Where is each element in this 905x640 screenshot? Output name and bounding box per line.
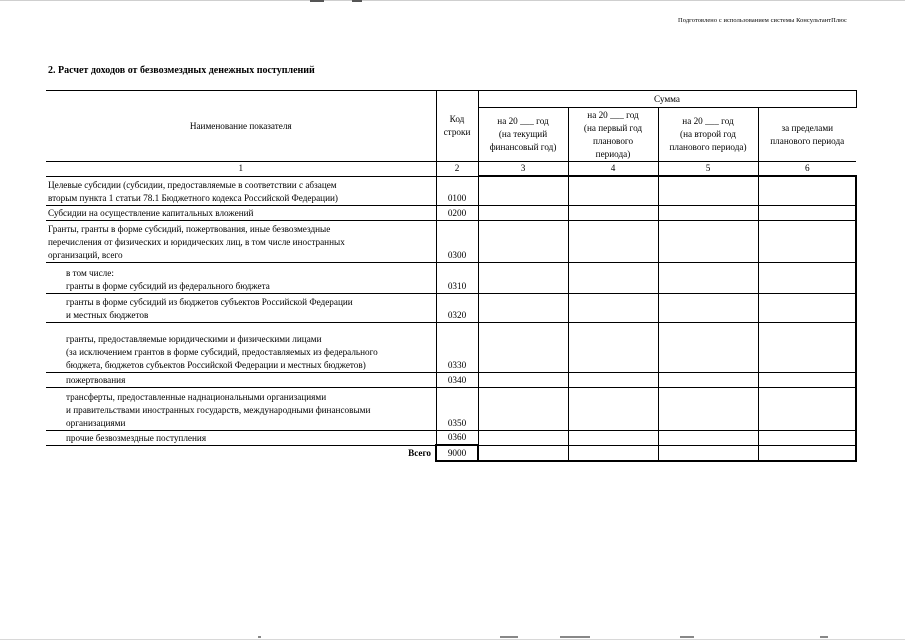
row-code: 0100 — [436, 176, 478, 205]
section-title: 2. Расчет доходов от безвозмездных денежных поступлений — [48, 65, 315, 76]
value-cell[interactable] — [658, 220, 758, 262]
table-row — [46, 322, 856, 372]
table-row — [46, 220, 856, 262]
value-cell[interactable] — [568, 176, 658, 205]
value-cell[interactable] — [478, 445, 568, 461]
total-label: Всего — [46, 445, 436, 461]
row-name: гранты в форме субсидий из бюджетов субъектов Российской Федерации и местных бюджетов — [46, 293, 436, 322]
header-col4: на 20 ___ год (на первый год планового периода) — [568, 108, 658, 162]
header-code: Код строки — [436, 91, 478, 162]
row-code: 0330 — [436, 322, 478, 372]
row-code: 0200 — [436, 205, 478, 220]
value-cell[interactable] — [478, 372, 568, 387]
source-note: Подготовлено с использованием системы КонсультантПлюс — [678, 17, 847, 24]
value-cell[interactable] — [758, 430, 856, 445]
header-sum: Сумма — [478, 91, 856, 108]
total-code: 9000 — [436, 445, 478, 461]
table-row — [46, 293, 856, 322]
row-name: в том числе: гранты в форме субсидий из федерального бюджета — [46, 262, 436, 293]
table-row — [46, 387, 856, 430]
table-row — [46, 372, 856, 387]
top-scan-border — [0, 0, 905, 1]
scan-speck — [310, 0, 324, 2]
value-cell[interactable] — [758, 205, 856, 220]
value-cell[interactable] — [758, 176, 856, 205]
value-cell[interactable] — [568, 205, 658, 220]
value-cell[interactable] — [568, 430, 658, 445]
value-cell[interactable] — [758, 293, 856, 322]
value-cell[interactable] — [568, 387, 658, 430]
row-name: Целевые субсидии (субсидии, предоставляемые в соответствии с абзацем вторым пункта 1 статьи 78.1 Бюджетного кодекса Российской Федерации) — [46, 176, 436, 205]
col-number-2: 2 — [436, 162, 478, 177]
value-cell[interactable] — [478, 293, 568, 322]
value-cell[interactable] — [658, 176, 758, 205]
value-cell[interactable] — [478, 220, 568, 262]
value-cell[interactable] — [758, 262, 856, 293]
value-cell[interactable] — [478, 430, 568, 445]
row-code: 0360 — [436, 430, 478, 445]
col-number-6: 6 — [758, 162, 856, 177]
value-cell[interactable] — [658, 205, 758, 220]
value-cell[interactable] — [658, 430, 758, 445]
scan-speck — [352, 0, 362, 2]
value-cell[interactable] — [658, 262, 758, 293]
value-cell[interactable] — [758, 387, 856, 430]
table-row — [46, 205, 856, 220]
value-cell[interactable] — [758, 220, 856, 262]
row-code: 0350 — [436, 387, 478, 430]
row-name: трансферты, предоставленные наднациональными организациями и правительствами иностранных государств, международными финансовыми организациями — [46, 387, 436, 430]
value-cell[interactable] — [758, 322, 856, 372]
header-col5: на 20 ___ год (на второй год планового периода) — [658, 108, 758, 162]
scan-speck — [560, 636, 590, 638]
value-cell[interactable] — [478, 176, 568, 205]
row-name: прочие безвозмездные поступления — [46, 430, 436, 445]
row-code: 0320 — [436, 293, 478, 322]
total-row — [46, 445, 856, 461]
value-cell[interactable] — [478, 387, 568, 430]
row-code: 0300 — [436, 220, 478, 262]
scan-speck — [820, 636, 828, 638]
value-cell[interactable] — [478, 322, 568, 372]
col-number-3: 3 — [478, 162, 568, 177]
row-code: 0340 — [436, 372, 478, 387]
value-cell[interactable] — [568, 220, 658, 262]
value-cell[interactable] — [658, 293, 758, 322]
header-name: Наименование показателя — [46, 91, 436, 162]
scan-speck — [680, 636, 694, 638]
value-cell[interactable] — [568, 322, 658, 372]
value-cell[interactable] — [568, 293, 658, 322]
row-name: Субсидии на осуществление капитальных вложений — [46, 205, 436, 220]
scan-speck — [500, 636, 518, 638]
value-cell[interactable] — [758, 445, 856, 461]
value-cell[interactable] — [658, 322, 758, 372]
col-number-5: 5 — [658, 162, 758, 177]
scan-speck — [258, 636, 261, 638]
col-number-1: 1 — [46, 162, 436, 177]
value-cell[interactable] — [568, 445, 658, 461]
header-col3: на 20 ___ год (на текущий финансовый год) — [478, 108, 568, 162]
value-cell[interactable] — [568, 372, 658, 387]
value-cell[interactable] — [658, 387, 758, 430]
value-cell[interactable] — [478, 262, 568, 293]
income-table — [46, 90, 857, 462]
header-col6: за пределами планового периода — [758, 108, 856, 162]
value-cell[interactable] — [758, 372, 856, 387]
row-name: гранты, предоставляемые юридическими и физическими лицами (за исключением грантов в форме субсидий, предоставляемых из федерального бюджета, бюджетов субъектов Российской Федерации и местных бюджетов) — [46, 322, 436, 372]
table-row — [46, 262, 856, 293]
row-code: 0310 — [436, 262, 478, 293]
value-cell[interactable] — [568, 262, 658, 293]
table-row — [46, 176, 856, 205]
table-row — [46, 430, 856, 445]
value-cell[interactable] — [658, 372, 758, 387]
value-cell[interactable] — [658, 445, 758, 461]
value-cell[interactable] — [478, 205, 568, 220]
row-name: Гранты, гранты в форме субсидий, пожертвования, иные безвозмездные перечисления от физических и юридических лиц, в том числе иностранных организаций, всего — [46, 220, 436, 262]
col-number-4: 4 — [568, 162, 658, 177]
row-name: пожертвования — [46, 372, 436, 387]
